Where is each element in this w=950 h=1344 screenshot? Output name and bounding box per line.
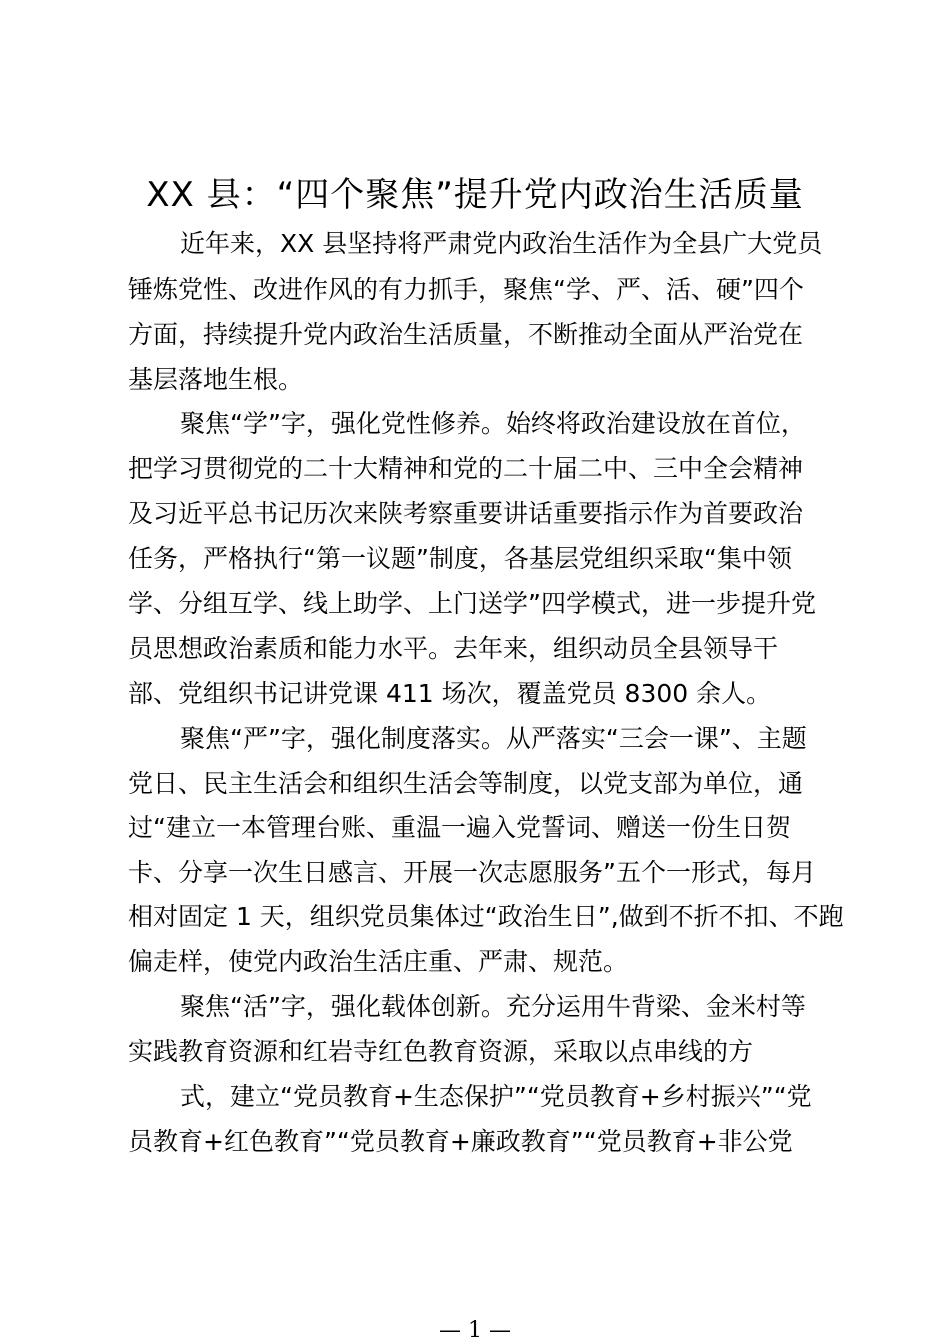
paragraph-line: 部、党组织书记讲党课 411 场次，覆盖党员 8300 余人。: [128, 679, 772, 708]
paragraph-line: 锤炼党性、改进作风的有力抓手，聚焦“学、严、活、硬”四个: [128, 275, 804, 304]
paragraph-line: 近年来，XX 县坚持将严肃党内政治生活作为全县广大党员: [180, 229, 823, 258]
paragraph-line: 聚焦“活”字，强化载体创新。充分运用牛背梁、金米村等: [180, 992, 806, 1021]
document-title: XX 县：“四个聚焦”提升党内政治生活质量: [146, 175, 804, 215]
paragraph-line: 聚焦“严”字，强化制度落实。从严落实“三会一课”、主题: [180, 724, 807, 753]
paragraph-line: 方面，持续提升党内政治生活质量，不断推动全面从严治党在: [128, 320, 804, 349]
paragraph-line: 实践教育资源和红岩寺红色教育资源，采取以点串线的方: [128, 1037, 754, 1066]
paragraph-line: 及习近平总书记历次来陕考察重要讲话重要指示作为首要政治: [128, 499, 804, 528]
paragraph-line: 偏走样，使党内政治生活庄重、严肃、规范。: [128, 947, 629, 976]
paragraph-line: 员思想政治素质和能力水平。去年来，组织动员全县领导干: [128, 634, 779, 663]
paragraph-line: 把学习贯彻党的二十大精神和党的二十届二中、三中全会精神: [128, 454, 804, 483]
paragraph-line: 式，建立“党员教育+生态保护”“党员教育+乡村振兴”“党: [180, 1082, 812, 1111]
page-number: — 1 —: [439, 1318, 511, 1343]
paragraph-line: 相对固定 1 天，组织党员集体过“政治生日”,做到不折不扣、不跑: [128, 902, 844, 931]
paragraph-line: 任务，严格执行“第一议题”制度，各基层党组织采取“集中领: [128, 544, 792, 573]
paragraph-line: 党日、民主生活会和组织生活会等制度，以党支部为单位，通: [128, 769, 804, 798]
paragraph-line: 卡、分享一次生日感言、开展一次志愿服务”五个一形式，每月: [128, 858, 816, 887]
paragraph-line: 员教育+红色教育”“党员教育+廉政教育”“党员教育+非公党: [128, 1127, 793, 1156]
paragraph-line: 过“建立一本管理台账、重温一遍入党誓词、赠送一份生日贺: [128, 813, 791, 842]
paragraph-line: 聚焦“学”字，强化党性修养。始终将政治建设放在首位，: [180, 409, 806, 438]
paragraph-line: 基层落地生根。: [128, 365, 304, 394]
paragraph-line: 学、分组互学、线上助学、上门送学”四学模式，进一步提升党: [128, 589, 816, 618]
